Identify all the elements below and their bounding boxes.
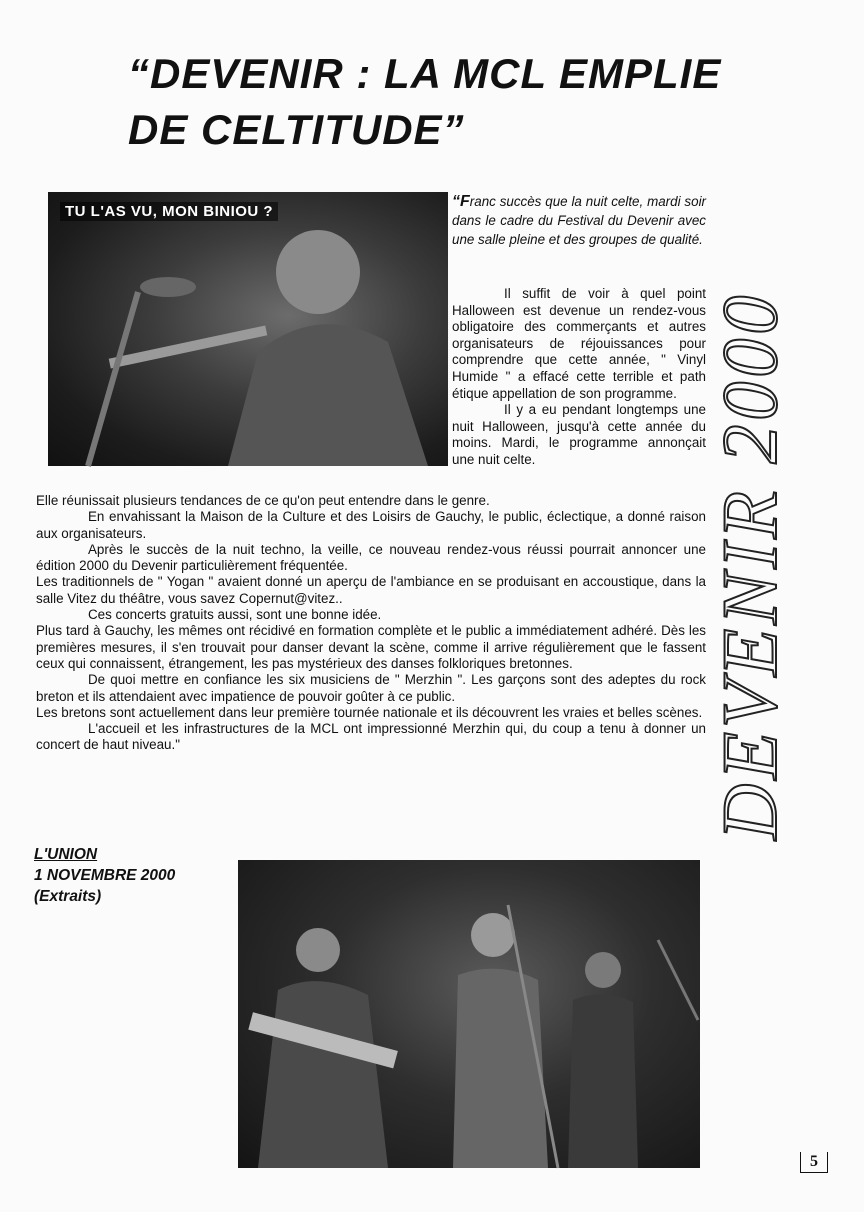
body-paragraph: Elle réunissait plusieurs tendances de ce qu'on peut entendre dans le genre. [36,493,490,508]
column-paragraph: Il y a eu pendant longtemps une nuit Halloween, jusqu'à cette année du moins. Mardi, le programme annonçait une nuit celte. [452,402,706,467]
page-number: 5 [800,1152,828,1173]
devenir-2000-vertical-logo [706,150,798,850]
source-note: (Extraits) [34,888,102,905]
vertical-logo-text: DEVENIR 2000 [706,291,793,840]
body-paragraph: Ces concerts gratuits aussi, sont une bonne idée. [88,607,382,623]
title-line-1: “DEVENIR : LA MCL EMPLIE [128,50,722,97]
article-title [128,46,721,158]
body-paragraph: Plus tard à Gauchy, les mêmes ont récidivé en formation complète et le public a immédiatement adhéré. Dès les premières mesures, il s'en trouvait pour danser devant la scène, comme il arrive régulièrement que le fassent ceux qui connaissent, étrangement, les pas mystérieux des danses folkloriques bretonnes. [36,623,706,671]
article-intro [452,192,706,249]
concert-photo-band [238,860,700,1168]
intro-dropcap: “F [452,193,470,210]
article-source [34,844,175,907]
photo-illustration [48,192,448,466]
body-paragraph: L'accueil et les infrastructures de la MCL ont impressionné Merzhin qui, du coup a tenu à donner un concert de haut niveau." [36,721,706,753]
article-column [452,286,706,469]
body-paragraph: Après le succès de la nuit techno, la veille, ce nouveau rendez-vous réussi pourrait annoncer une édition 2000 du Devenir particulièrement fréquentée. [36,541,706,574]
photo-caption: TU L'AS VU, MON BINIOU ? [60,202,278,221]
article-body [36,493,706,754]
photo-illustration [238,860,700,1168]
source-name: L'UNION [34,846,98,863]
source-date: 1 NOVEMBRE 2000 [34,867,176,884]
body-paragraph: De quoi mettre en confiance les six musiciens de " Merzhin ". Les garçons sont des adeptes du rock breton et ils attendaient avec impatience de pouvoir goûter à ce public. [36,672,706,704]
intro-text: ranc succès que la nuit celte, mardi soir dans le cadre du Festival du Devenir avec une salle pleine et des groupes de qualité. [452,194,706,247]
column-paragraph: Il suffit de voir à quel point Halloween est devenue un rendez-vous obligatoire des commerçants et autres organisateurs de réjouissances pour comprendre que cette année, " Vinyl Humide " a effacé cette terrible et path étique appellation de son programme. [452,286,706,401]
concert-photo-flute-player [48,192,448,466]
title-line-2: DE CELTITUDE” [128,106,465,153]
body-paragraph: En envahissant la Maison de la Culture et des Loisirs de Gauchy, le public, éclectique, a donné raison aux organisateurs. [36,509,706,541]
body-paragraph: Les bretons sont actuellement dans leur première tournée nationale et ils découvrent les vraies et belles scènes. [36,704,703,720]
vertical-logo-lettering [706,150,798,850]
body-paragraph: Les traditionnels de " Yogan " avaient donné un aperçu de l'ambiance en se produisant en accoustique, dans la salle Vitez du théâtre, vous savez Copernut@vitez.. [36,574,706,606]
